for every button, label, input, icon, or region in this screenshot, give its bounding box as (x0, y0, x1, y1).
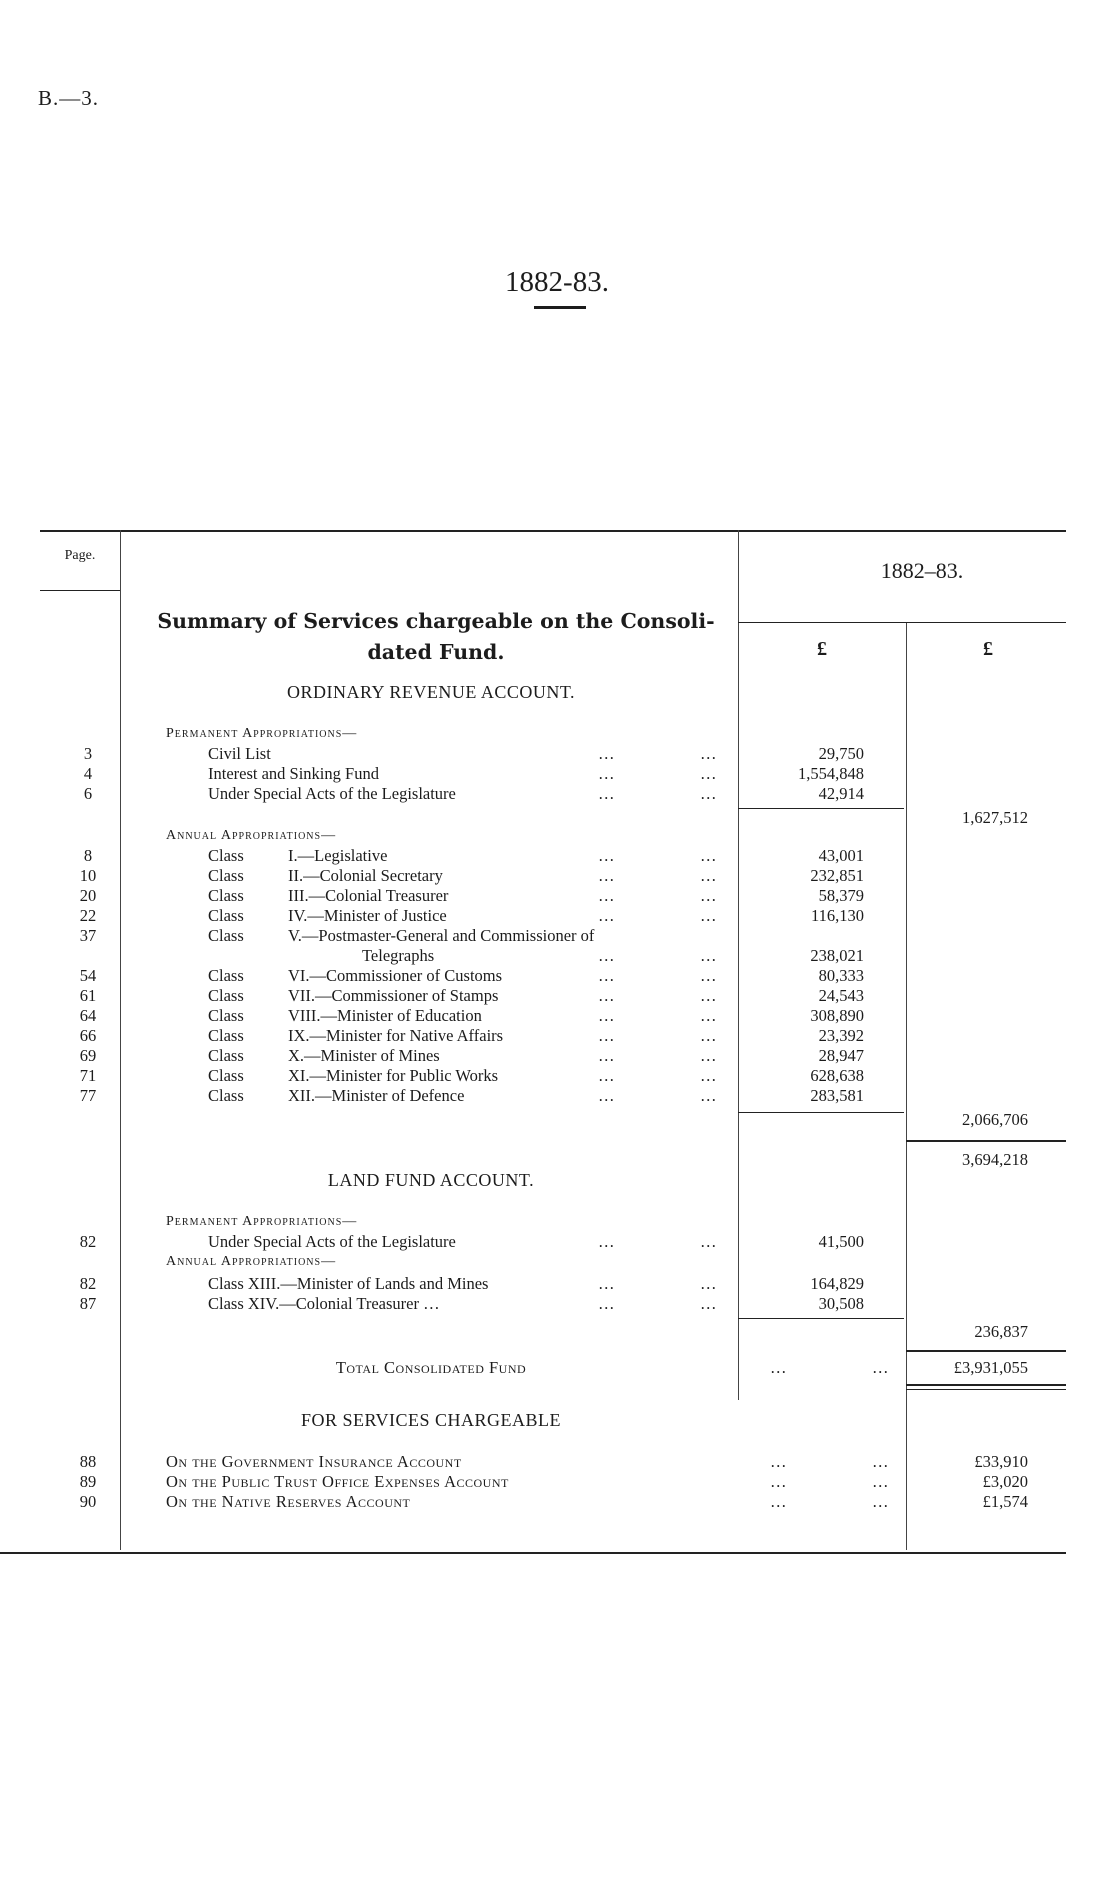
table-row (0, 1006, 1114, 1026)
class-word: Class (208, 846, 244, 865)
leader-dots: … (700, 906, 717, 925)
currency-column1-header: £ (817, 638, 827, 660)
page-number: 54 (79, 966, 97, 985)
page-number: 10 (79, 866, 97, 885)
leader-dots: … (598, 1086, 615, 1105)
page-number: 77 (79, 1086, 97, 1105)
heading-label: Permanent Appropriations— (166, 1214, 358, 1229)
page-number: 69 (79, 1046, 97, 1065)
page-number: 61 (79, 986, 97, 1005)
amount: 80,333 (818, 966, 864, 985)
leader-dots: … (872, 1472, 889, 1491)
leader-dots: … (598, 1006, 615, 1025)
summary-title-line2: dated Fund. (367, 640, 505, 664)
annual-appropriations-heading (0, 826, 1114, 846)
consolidated-total: £3,931,055 (953, 1358, 1028, 1377)
page-number: 82 (79, 1274, 97, 1293)
table-row (0, 966, 1114, 986)
leader-dots: … (598, 764, 615, 783)
subtotal-row (0, 1110, 1114, 1130)
table-top-rule (40, 530, 1066, 532)
amount: 43,001 (818, 846, 864, 865)
table-row (0, 1026, 1114, 1046)
amount: 232,851 (810, 866, 864, 885)
table-row (0, 784, 1114, 804)
table-row (0, 1086, 1114, 1106)
table-row (0, 846, 1114, 866)
amount: 23,392 (818, 1026, 864, 1045)
table-row (0, 1066, 1114, 1086)
leader-dots: … (598, 986, 615, 1005)
leader-dots: … (700, 784, 717, 803)
page-number: 8 (83, 846, 93, 865)
table-bottom-rule (0, 1552, 1066, 1554)
page-number: 88 (79, 1452, 97, 1471)
row-label: Class XIII.—Minister of Lands and Mines (208, 1274, 489, 1293)
consolidated-label: Total Consolidated Fund (335, 1358, 527, 1377)
permanent-subtotal: 1,627,512 (962, 808, 1028, 827)
amount: 28,947 (818, 1046, 864, 1065)
table-row (0, 764, 1114, 784)
table-row (0, 866, 1114, 886)
row-label: III.—Colonial Treasurer (288, 886, 449, 905)
land-fund-total: 236,837 (974, 1322, 1028, 1341)
class-word: Class (208, 986, 244, 1005)
consolidated-double-rule-2 (906, 1389, 1066, 1390)
row-label: I.—Legislative (288, 846, 388, 865)
leader-dots: … (598, 906, 615, 925)
land-permanent-heading (0, 1212, 1114, 1232)
amount: 42,914 (818, 784, 864, 803)
class-word: Class (208, 906, 244, 925)
summary-title (136, 606, 736, 668)
title-underline (534, 306, 586, 309)
land-fund-title: LAND FUND ACCOUNT. (327, 1170, 535, 1190)
table-row (0, 1472, 1114, 1492)
class-word: Class (208, 1046, 244, 1065)
year-header-rule (738, 622, 1066, 623)
table-row (0, 1232, 1114, 1252)
row-label: VIII.—Minister of Education (288, 1006, 482, 1025)
row-label-continuation: Telegraphs (362, 946, 435, 965)
leader-dots: … (598, 1274, 615, 1293)
class-word: Class (208, 866, 244, 885)
class-word: Class (208, 926, 244, 945)
page-number: 22 (79, 906, 97, 925)
row-label: IV.—Minister of Justice (288, 906, 447, 925)
row-label: On the Government Insurance Account (166, 1452, 462, 1471)
table-row (0, 1492, 1114, 1512)
row-label: Under Special Acts of the Legislature (208, 1232, 456, 1251)
table-row (0, 1274, 1114, 1294)
amount: 29,750 (818, 744, 864, 763)
amount: £33,910 (974, 1452, 1028, 1471)
leader-dots: … (700, 886, 717, 905)
leader-dots: … (700, 946, 717, 965)
leader-dots: … (872, 1452, 889, 1471)
row-label: On the Public Trust Office Expenses Account (166, 1472, 509, 1491)
leader-dots: … (598, 1046, 615, 1065)
land-annual-heading (0, 1252, 1114, 1272)
leader-dots: … (598, 866, 615, 885)
leader-dots: … (700, 1046, 717, 1065)
account-total-rule (906, 1140, 1066, 1142)
leader-dots: … (598, 1232, 615, 1251)
leader-dots: … (872, 1492, 889, 1511)
page-number: 6 (83, 784, 93, 803)
leader-dots: … (598, 846, 615, 865)
leader-dots: … (770, 1452, 787, 1471)
page-number: 89 (79, 1472, 97, 1491)
heading-label: Permanent Appropriations— (166, 726, 358, 741)
leader-dots: … (700, 1294, 717, 1313)
table-row (0, 886, 1114, 906)
table-row-continuation (0, 946, 1114, 966)
table-row (0, 986, 1114, 1006)
leader-dots: … (700, 846, 717, 865)
subtotal-row (0, 808, 1114, 828)
row-label: Interest and Sinking Fund (208, 764, 379, 783)
row-label: Civil List (208, 744, 271, 763)
page-number: 82 (79, 1232, 97, 1251)
row-label: V.—Postmaster-General and Commissioner of (288, 926, 595, 945)
amount: 1,554,848 (798, 764, 864, 783)
ordinary-account-total: 3,694,218 (962, 1150, 1028, 1169)
leader-dots: … (700, 1006, 717, 1025)
leader-dots: … (700, 1232, 717, 1251)
amount: 164,829 (810, 1274, 864, 1293)
year-column-header: 1882–83. (880, 558, 964, 583)
row-label: VI.—Commissioner of Customs (288, 966, 503, 985)
class-word: Class (208, 1006, 244, 1025)
class-word: Class (208, 966, 244, 985)
account-total-row (0, 1150, 1114, 1170)
table-row (0, 906, 1114, 926)
subtotal-row (0, 1322, 1114, 1342)
leader-dots: … (770, 1472, 787, 1491)
row-label: XI.—Minister for Public Works (288, 1066, 499, 1085)
class-word: Class (208, 1026, 244, 1045)
amount: 58,379 (818, 886, 864, 905)
row-label: On the Native Reserves Account (166, 1492, 411, 1511)
page-number: 64 (79, 1006, 97, 1025)
consolidated-double-rule-1 (906, 1384, 1066, 1386)
row-label: X.—Minister of Mines (288, 1046, 440, 1065)
amount: 628,638 (810, 1066, 864, 1085)
page-number: 4 (83, 764, 93, 783)
leader-dots: … (598, 1066, 615, 1085)
page-number: 90 (79, 1492, 97, 1511)
leader-dots: … (770, 1358, 787, 1377)
table-row (0, 1294, 1114, 1314)
row-label: Under Special Acts of the Legislature (208, 784, 456, 803)
leader-dots: … (700, 1086, 717, 1105)
table-row (0, 1046, 1114, 1066)
row-label: II.—Colonial Secretary (288, 866, 443, 885)
amount: 283,581 (810, 1086, 864, 1105)
leader-dots: … (598, 744, 615, 763)
leader-dots: … (700, 1274, 717, 1293)
other-services-title: FOR SERVICES CHARGEABLE (300, 1410, 562, 1430)
leader-dots: … (598, 1026, 615, 1045)
leader-dots: … (700, 986, 717, 1005)
leader-dots: … (700, 744, 717, 763)
leader-dots: … (598, 966, 615, 985)
land-subtotal-rule (738, 1318, 904, 1319)
table-row (0, 1452, 1114, 1472)
currency-column2-header: £ (983, 638, 993, 660)
page-col-rule (40, 590, 120, 591)
ordinary-revenue-title: ORDINARY REVENUE ACCOUNT. (286, 682, 575, 702)
leader-dots: … (872, 1358, 889, 1377)
leader-dots: … (700, 866, 717, 885)
page-number: 71 (79, 1066, 97, 1085)
table-row (0, 926, 1114, 946)
row-label: XII.—Minister of Defence (288, 1086, 465, 1105)
leader-dots: … (700, 966, 717, 985)
amount: £3,020 (982, 1472, 1028, 1491)
leader-dots: … (598, 784, 615, 803)
amount: 238,021 (810, 946, 864, 965)
amount: £1,574 (982, 1492, 1028, 1511)
class-word: Class (208, 1066, 244, 1085)
permanent-appropriations-heading (0, 724, 1114, 744)
annual-subtotal: 2,066,706 (962, 1110, 1028, 1129)
class-word: Class (208, 1086, 244, 1105)
document-reference: B.—3. (38, 86, 100, 110)
consolidated-top-rule (906, 1350, 1066, 1352)
leader-dots: … (598, 1294, 615, 1313)
page-number: 87 (79, 1294, 97, 1313)
amount: 41,500 (818, 1232, 864, 1251)
heading-label: Annual Appropriations— (166, 828, 337, 843)
document-year-title: 1882-83. (505, 266, 609, 298)
row-label: IX.—Minister for Native Affairs (288, 1026, 504, 1045)
page-number: 37 (79, 926, 97, 945)
page-number: 3 (83, 744, 93, 763)
class-word: Class (208, 886, 244, 905)
row-label: Class XIV.—Colonial Treasurer … (208, 1294, 440, 1313)
heading-label: Annual Appropriations— (166, 1254, 337, 1269)
leader-dots: … (770, 1492, 787, 1511)
consolidated-total-row (0, 1358, 1114, 1378)
page-column-header: Page. (64, 548, 96, 563)
summary-title-line1: Summary of Services chargeable on the Consoli- (157, 609, 715, 633)
page-number: 66 (79, 1026, 97, 1045)
amount: 116,130 (810, 906, 864, 925)
leader-dots: … (700, 1066, 717, 1085)
row-label: VII.—Commissioner of Stamps (288, 986, 499, 1005)
amount: 308,890 (810, 1006, 864, 1025)
amount: 24,543 (818, 986, 864, 1005)
amount: 30,508 (818, 1294, 864, 1313)
page-number: 20 (79, 886, 97, 905)
leader-dots: … (700, 764, 717, 783)
leader-dots: … (598, 946, 615, 965)
leader-dots: … (700, 1026, 717, 1045)
leader-dots: … (598, 886, 615, 905)
table-row (0, 744, 1114, 764)
